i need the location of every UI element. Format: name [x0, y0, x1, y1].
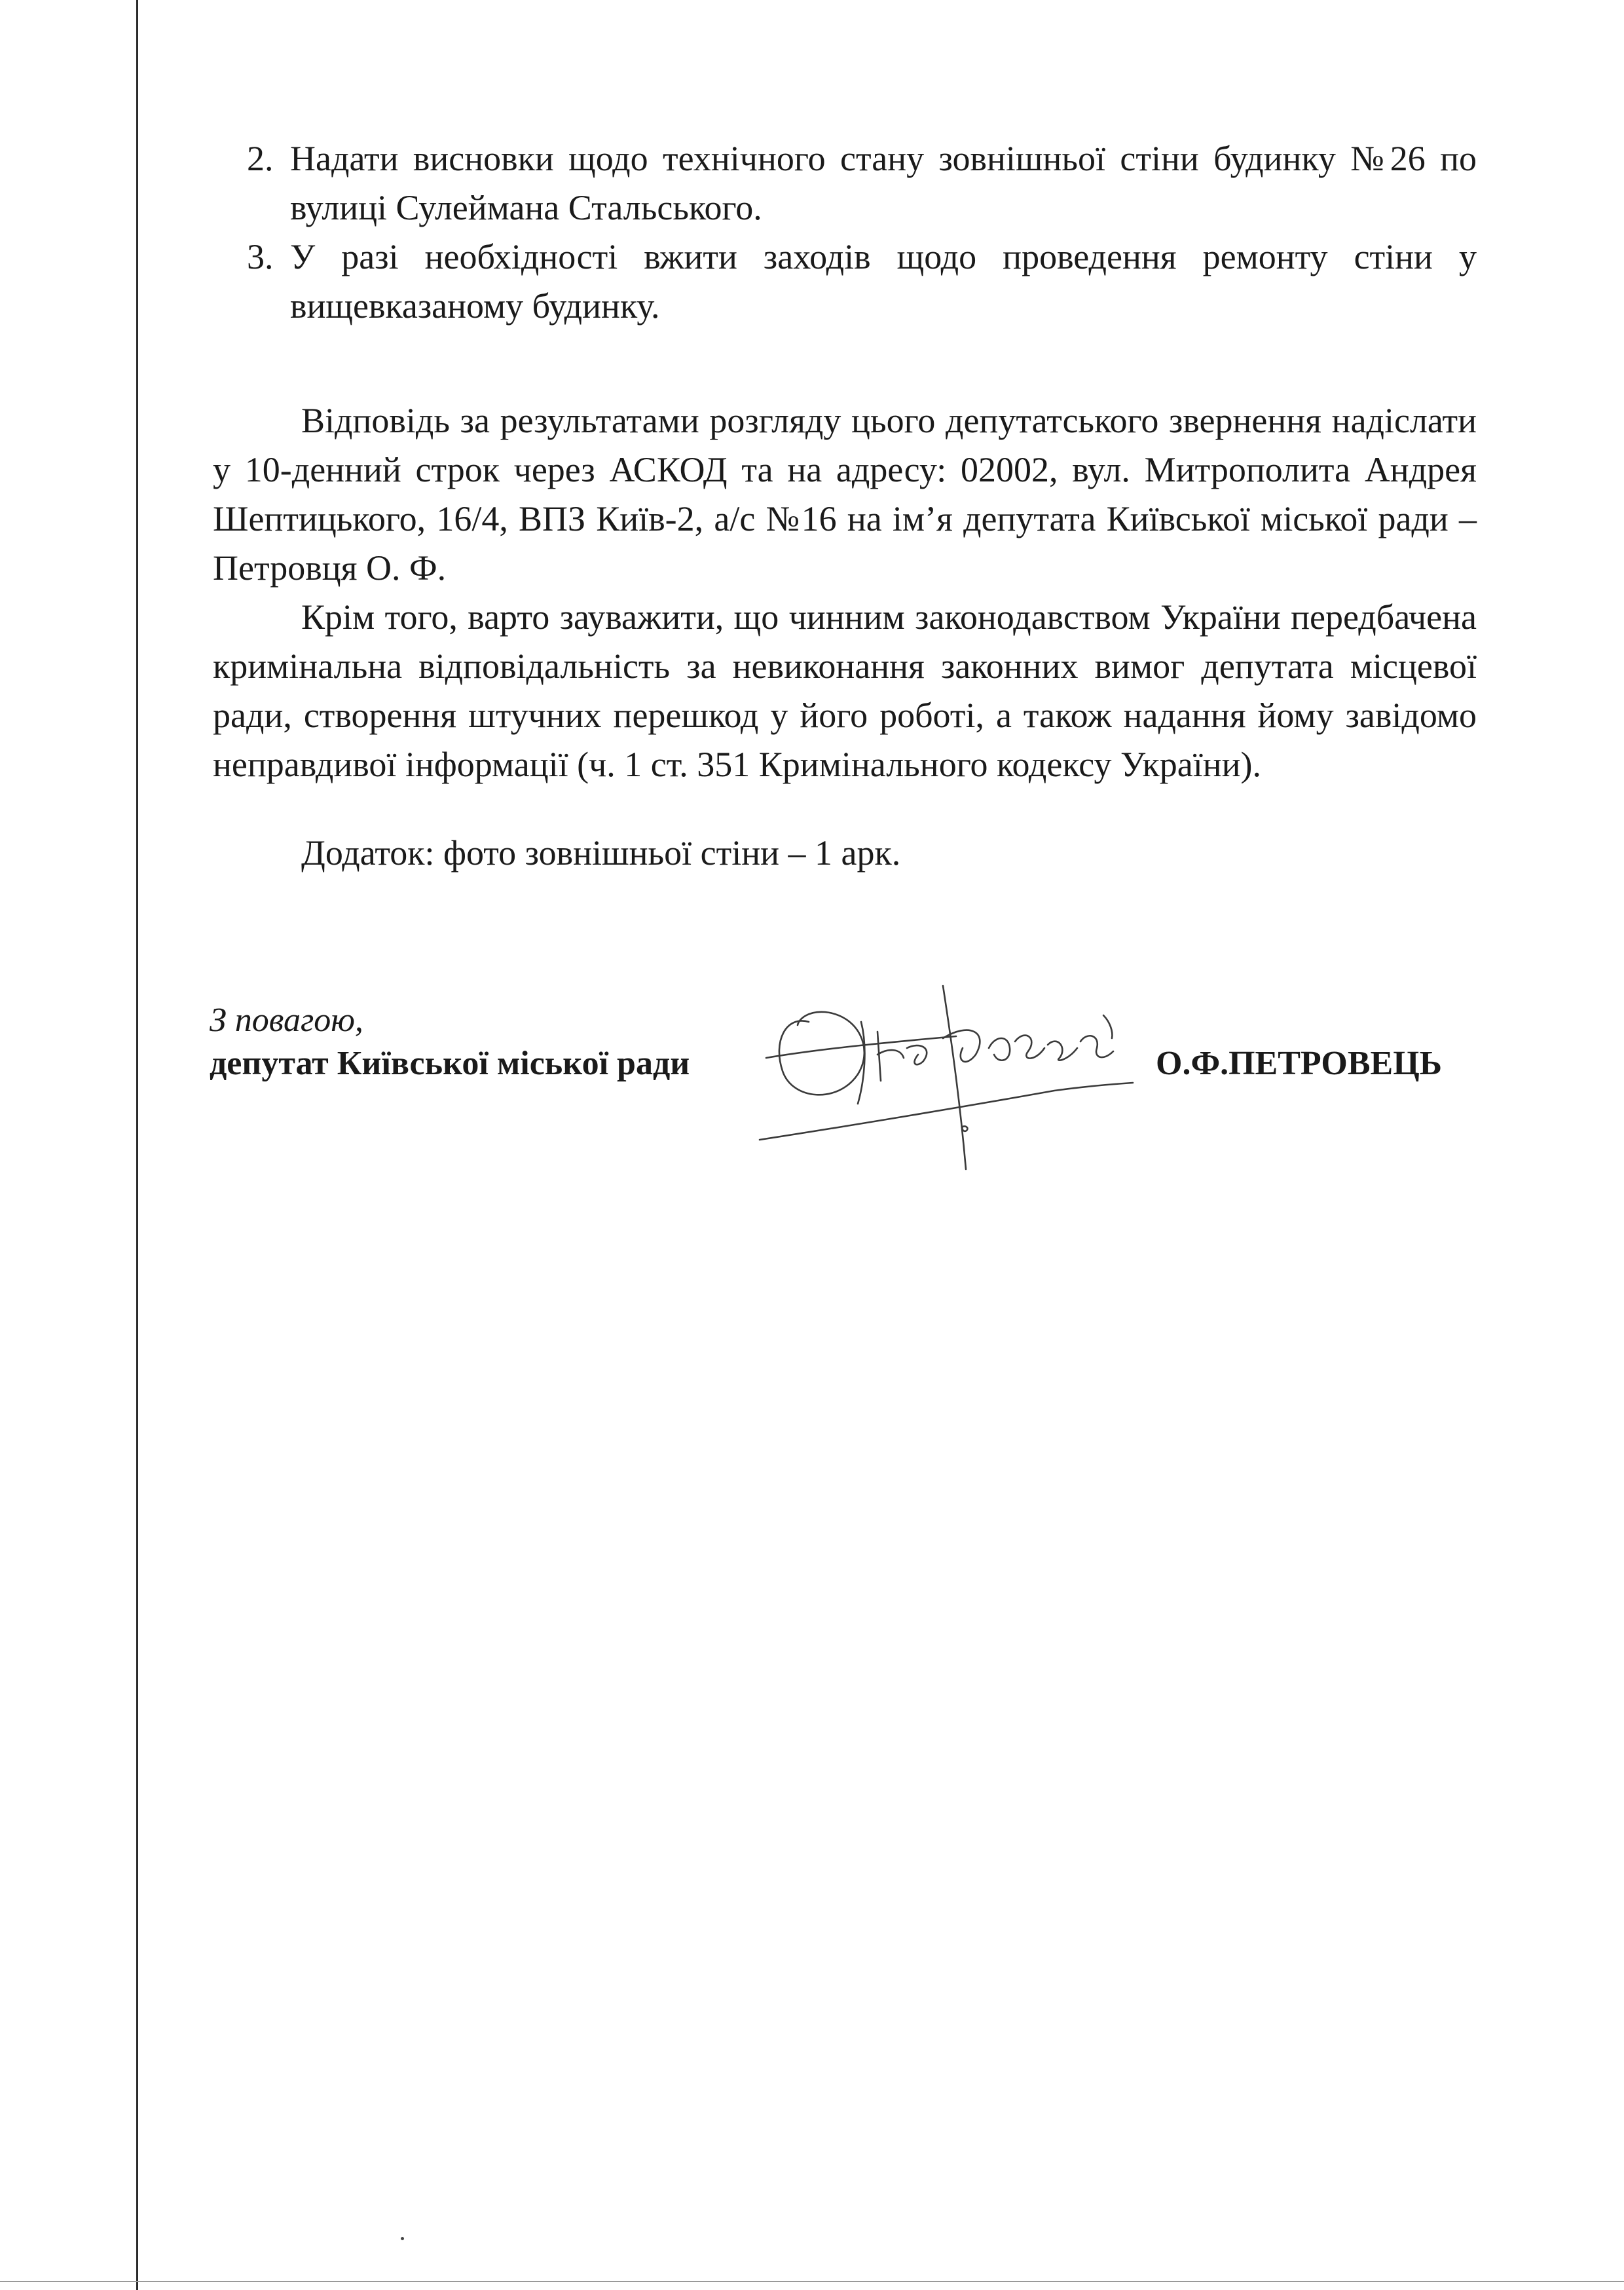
- list-item-number: 2.: [247, 139, 274, 178]
- list-item-text: У разі необхідності вжити заходів щодо проведення ремонту стіни у вищевказаному будинку.: [290, 237, 1477, 326]
- signer-name: О.Ф.ПЕТРОВЕЦЬ: [1156, 1045, 1443, 1082]
- scan-left-edge-line: [136, 0, 138, 2290]
- response-paragraph: Відповідь за результатами розгляду цього депутатського звернення надіслати у 10-денний строк через АСКОД та на адресу: 02002, вул. Митрополита Андрея Шептицького, 16/4, ВПЗ Київ-2, а/с №16 на ім’я депутата Київської міської ради – Петровця О. Ф.: [213, 401, 1477, 588]
- legal-warning-paragraph: Крім того, варто зауважити, що чинним законодавством України передбачена кримінальна відповідальність за невиконання законних вимог депутата місцевої ради, створення штучних перешкод у його роботі, а також надання йому завідомо неправдивої інформації (ч. 1 ст. 351 Кримінального кодексу України).: [213, 597, 1477, 784]
- signer-position: депутат Київської міської ради: [210, 1045, 690, 1082]
- scan-bottom-edge-line: [0, 2281, 1624, 2282]
- list-item-number: 3.: [247, 237, 274, 276]
- attachment-note: Додаток: фото зовнішньої стіни – 1 арк.: [301, 833, 901, 873]
- scan-speck: [401, 2237, 404, 2240]
- list-item: [213, 134, 1477, 233]
- list-item: [213, 233, 1477, 331]
- handwritten-signature: [747, 950, 1153, 1173]
- numbered-list: [213, 134, 1477, 331]
- closing-greeting: З повагою,: [210, 1002, 363, 1039]
- document-body: [213, 134, 1477, 878]
- list-item-text: Надати висновки щодо технічного стану зовнішньої стіни будинку №26 по вулиці Сулеймана Стальського.: [290, 139, 1477, 227]
